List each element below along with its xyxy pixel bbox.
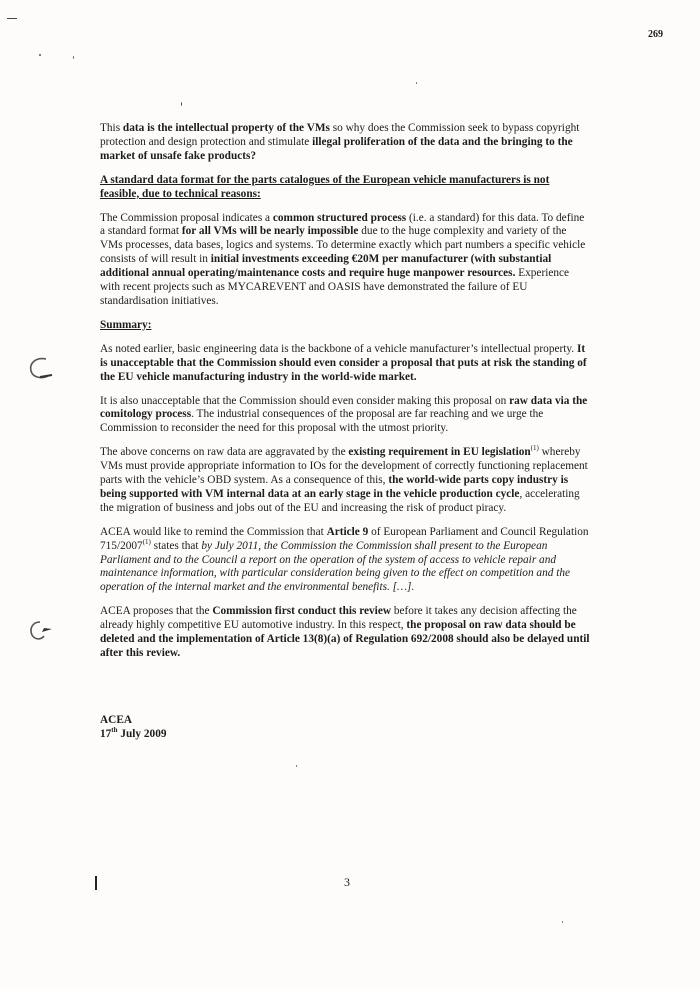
paragraph-raw-data-concerns: The above concerns on raw data are aggravated by the existing requirement in EU legislation$^{(1)}$ whereby VMs must provide appropriate information to IOs for the development of correctly functioning replacement parts with the vehicle’s OBD system. As a consequence of this, the world-wide parts copy industry is being supported with VM internal data at an early stage in the vehicle production cycle, accelerating the migration of business and jobs out of the EU and increasing the risk of product piracy. [100,444,588,514]
scan-speck [296,765,297,767]
paragraph-data-ip: This data is the intellectual property of the VMs so why does the Commission seek to bypass copyright protection and design protection and stimulate illegal proliferation of the data and the bringing to the market of unsafe fake products? [100,122,580,162]
section-heading-standard-format: A standard data format for the parts catalogues of the European vehicle manufacturers is not feasible, due to technical reasons: [100,173,550,200]
signature-block [100,713,590,741]
paragraph-comitology: It is also unacceptable that the Commission should even consider making this proposal on raw data via the comitology process. The industrial consequences of the proposal are far reaching and we urge the Commission to reconsider the need for this proposal with the utmost priority. [100,394,588,435]
footnote-ref: (1) [142,537,151,546]
punch-hole-mark [26,355,56,385]
scan-speck [416,82,417,84]
signature-date: 17th July 2009 [100,726,167,740]
paragraph-standard-format: The Commission proposal indicates a common structured process (i.e. a standard) for this data. To define a standard format for all VMs will be nearly impossible due to the huge complexity and variety of the VMs processes, data bases, logics and systems. To determine exactly which part numbers a specific vehicle consists of will result in initial investments exceeding €20M per manufacturer (with substantial additional annual operating/maintenance costs and require huge manpower resources. Experience with recent projects such as MYCAREVENT and OASIS have demonstrated the failure of EU standardisation initiatives. [100,211,586,307]
footnote-ref: (1) [530,444,539,453]
paragraph-proposal: ACEA proposes that the Commission first conduct this review before it takes any decision affecting the already highly competitive EU automotive industry. In this respect, the proposal on raw data should be deleted and the implementation of Article 13(8)(a) of Regulation 692/2008 should also be delayed until after this review. [100,605,590,659]
document-body [100,122,590,741]
signature-org: ACEA [100,713,133,726]
paragraph-summary-backbone: As noted earlier, basic engineering data is the backbone of a vehicle manufacturer’s intellectual property. It is unacceptable that the Commission should even consider a proposal that puts at risk the standing of the EU vehicle manufacturing industry in the world-wide market. [100,342,587,383]
paragraph-article-9: ACEA would like to remind the Commission that Article 9 of European Parliament and Council Regulation 715/2007$^{(1)}$ states that by July 2011, the Commission the Commission shall present to the European Parliament and to the Council a report on the operation of the system of access to vehicle repair and maintenance information, with particular consideration being given to the effect on competition and the operation of the internal market and the environmental benefits. […]. [100,525,589,594]
margin-bar [95,876,97,890]
punch-hole-mark [26,618,56,648]
corner-mark [7,18,17,19]
scan-speck [73,56,74,59]
page-number: 269 [648,29,663,40]
footer-page-number: 3 [344,875,350,889]
scan-speck [39,54,41,56]
scan-speck [562,921,563,923]
section-heading-summary: Summary: [100,318,152,331]
scan-speck [181,102,182,106]
